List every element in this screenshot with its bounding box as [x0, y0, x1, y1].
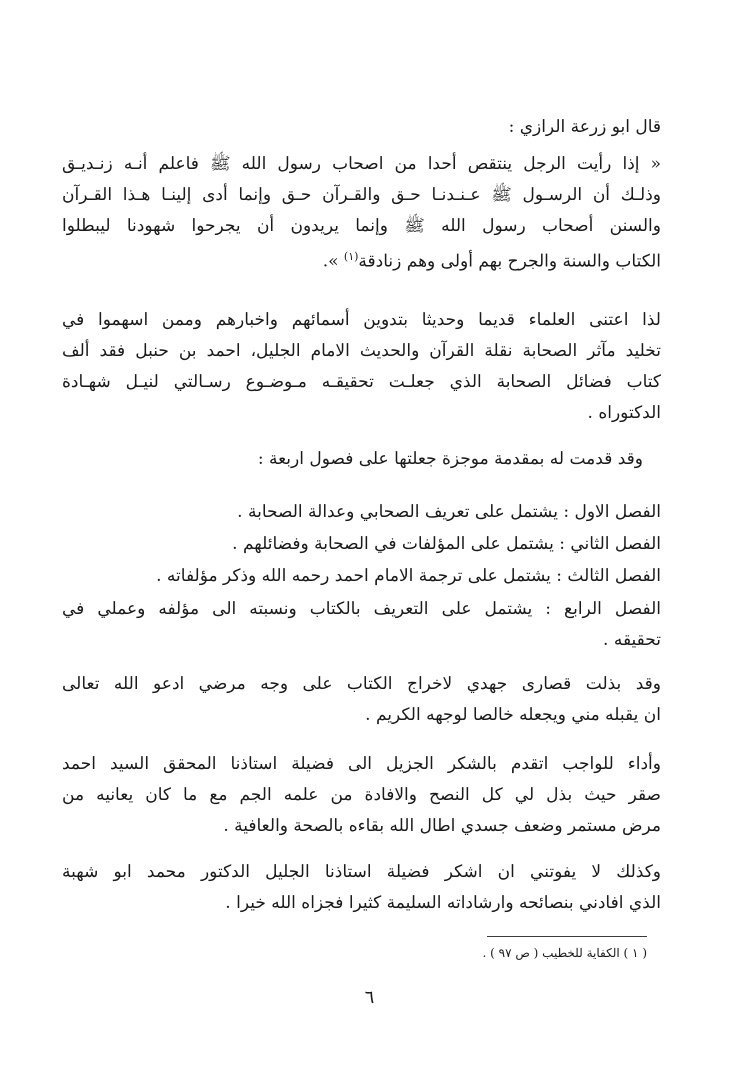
chapter-item: تحقيقه . [603, 630, 661, 650]
paragraph-line: الدكتوراه . [587, 403, 661, 423]
chapter-item: الفصل الثاني : يشتمل على المؤلفات في الصحابة وفضائلهم . [232, 534, 661, 554]
paragraph-line: صقر حيث بذل لي كل النصح والافادة من علمه الجم مع ما كان يعانيه من [62, 785, 661, 805]
page-number: ٦ [364, 987, 375, 1008]
quote-line: وذلـك أن الرسـول ﷺ عـنـدنـا حـق والقـرآن حـق وإنما أدى إلينـا هـذا القـرآن [62, 185, 661, 205]
chapter-item: الفصل الثالث : يشتمل على ترجمة الامام احمد رحمه الله وذكر مؤلفاته . [156, 566, 661, 586]
paragraph-line: وأداء للواجب اتقدم بالشكر الجزيل الى فضيلة استاذنا المحقق السيد احمد [62, 754, 661, 774]
paragraph-line: مرض مستمر وضعف جسدي اطال الله بقاءه بالصحة والعافية . [223, 816, 661, 836]
quote-end: ». [322, 251, 344, 272]
quote-attribution: قال ابو زرعة الرازي : [508, 117, 661, 137]
chapter-item: الفصل الرابع : يشتمل على التعريف بالكتاب ونسبته الى مؤلفه وعملي في [62, 599, 661, 619]
paragraph-line: وكذلك لا يفوتني ان اشكر فضيلة استاذنا الجليل الدكتور محمد ابو شهبة [62, 862, 661, 882]
paragraph-line: لذا اعتنى العلماء قديما وحديثا بتدوين أسمائهم واخبارهم وممن اسهموا في [62, 310, 661, 330]
quote-line: « إذا رأيت الرجل ينتقص أحدا من اصحاب رسول الله ﷺ فاعلم أنـه زنـديـق [62, 154, 661, 174]
quote-line: الكتاب والسنة والجرح بهم أولى وهم زنادقة [358, 251, 661, 272]
paragraph-line: الذي افادني بنصائحه وارشاداته السليمة كثيرا فجزاه الله خيرا . [225, 893, 661, 913]
paragraph-line: كتاب فضائل الصحابة الذي جعلـت تحقيقـه مـوضـوع رسـالتي لنيـل شهـادة [62, 372, 661, 392]
quote-line: والسنن أصحاب رسول الله ﷺ وإنما يريدون أن يجرحوا شهودنا ليبطلوا [62, 216, 661, 236]
footnote: ( ١ ) الكفاية للخطيب ( ص ٩٧ ) . [482, 946, 647, 960]
paragraph-line: ان يقبله مني ويجعله خالصا لوجهه الكريم . [365, 705, 661, 725]
chapters-intro: وقد قدمت له بمقدمة موجزة جعلتها على فصول اربعة : [257, 449, 643, 469]
quote-last-line [323, 245, 661, 274]
chapter-item: الفصل الاول : يشتمل على تعريف الصحابي وعدالة الصحابة . [237, 502, 661, 522]
footnote-divider [487, 936, 647, 937]
paragraph-line: وقد بذلت قصارى جهدي لاخراج الكتاب على وجه مرضي ادعو الله تعالى [62, 674, 661, 694]
paragraph-line: تخليد مآثر الصحابة نقلة القرآن والحديث الامام الجليل، احمد بن حنبل فقد ألف [62, 341, 661, 361]
footnote-marker: (١) [343, 250, 359, 263]
